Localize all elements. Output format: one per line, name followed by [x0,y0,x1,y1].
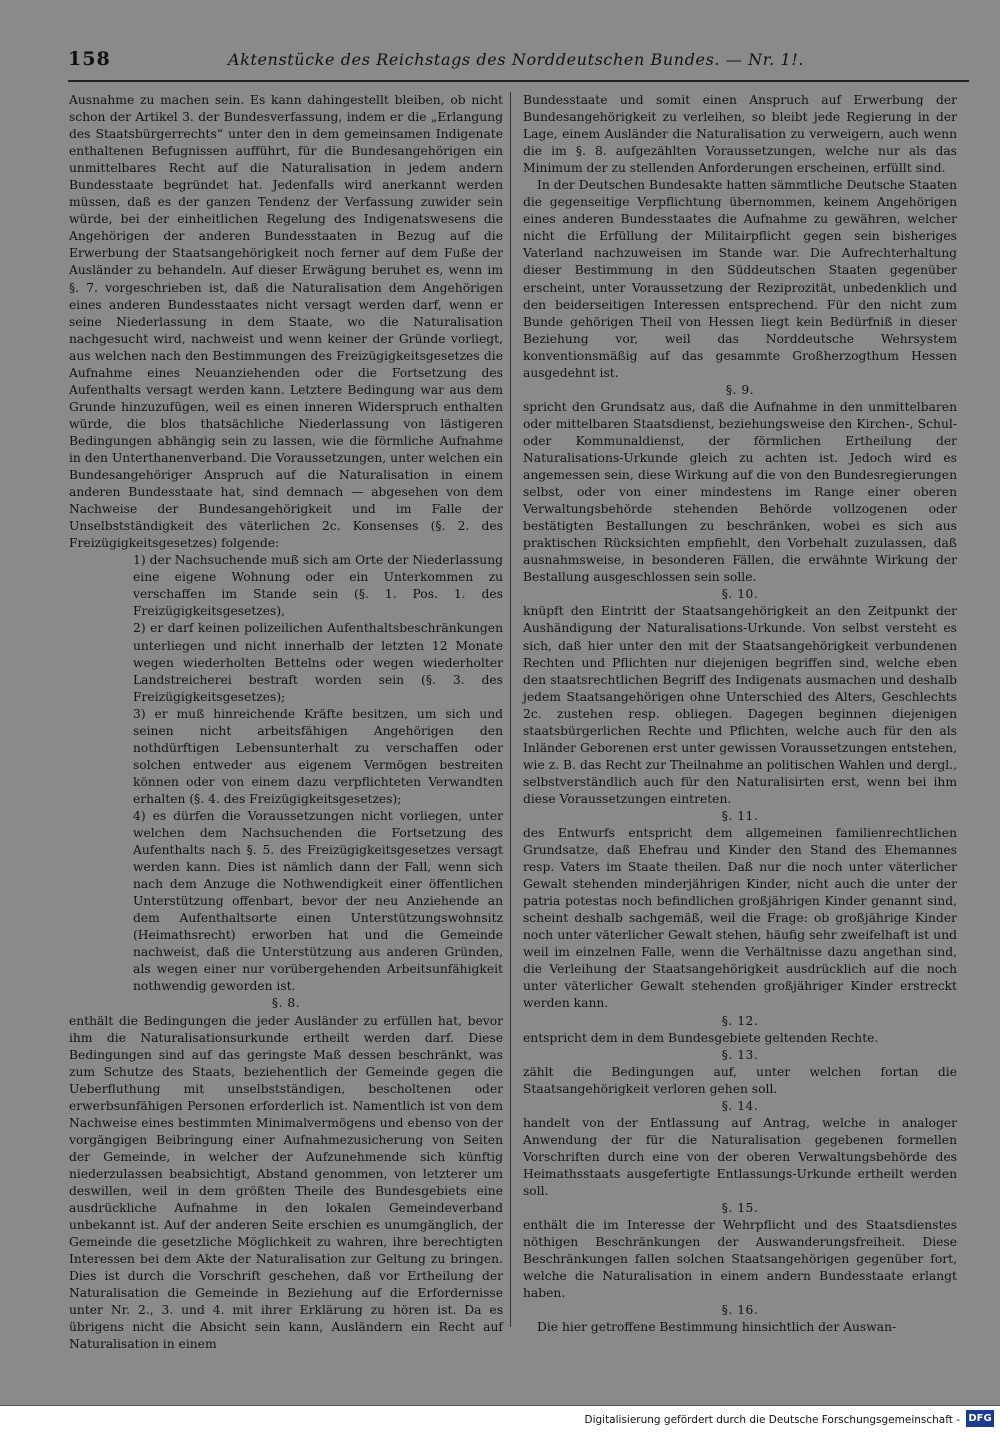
section-heading: §. 8. [271,996,301,1011]
footer-bar [0,1405,1000,1433]
right-column [523,92,957,1335]
list-item: 4) es dürfen die Voraussetzungen nicht vorliegen, unter welchen dem Nachsuchenden die Fortsetzung des Aufenthalts nach §. 5. des Freizügigkeitsgesetzes versagt werden kann. Dies ist nämlich dann der Fall, wenn sich nach dem Anzuge die Nothwendigkeit einer öffentlichen Unterstützung offenbart, bevor der neu Anziehende an dem Aufenthaltsorte einen Unterstützungswohnsitz (Heimathsrecht) erworben hat und die Gemeinde nachweist, daß die Unterstützung aus anderen Gründen, als wegen einer nur vorübergehenden Arbeitsunfähigkeit nothwendig geworden ist. [133,808,503,994]
paragraph: zählt die Bedingungen auf, unter welchen fortan die Staatsangehörigkeit verloren gehen soll. [523,1064,957,1096]
section-heading: §. 11. [721,808,759,823]
running-title: Aktenstücke des Reichstags des Norddeutschen Bundes. — Nr. 1!. [228,50,805,69]
paragraph: spricht den Grundsatz aus, daß die Aufnahme in den unmittelbaren oder mittelbaren Staatsdienst, beziehungsweise den Kirchen-, Schul- oder Kommunaldienst, der förmlichen Ertheilung der Naturalisations-Urkunde gleich zu achten ist. Jedoch wird es angemessen sein, diese Wirkung auf die von den Bundesregierungen selbst, oder von einer mindestens im Range einer oberen Verwaltungsbehörde stehenden Behörde vollzogenen oder bestätigten Bestallungen zu beschränken, wobei es sich aus praktischen Rücksichten empfiehlt, den Vorbehalt zuzulassen, daß ausnahmsweise, in besonderen Fällen, die erwähnte Wirkung der Bestallung ausgeschlossen sein solle. [523,399,957,585]
page-number: 158 [68,48,111,70]
header-rule [68,80,969,82]
dfg-logo: DFG [966,1410,994,1427]
paragraph: Bundesstaate und somit einen Anspruch auf Erwerbung der Bundesangehörigkeit zu verleihen, so bleibt jede Regierung in der Lage, einem Ausländer die Naturalisation zu verweigern, auch wenn die im §. 8. aufgezählten Voraussetzungen, welche nur als das Minimum der zu stellenden Anforderungen erscheinen, erfüllt sind. [523,93,957,176]
list-item: 3) er muß hinreichende Kräfte besitzen, um sich und seinen nicht arbeitsfähigen Angehörigen den nothdürftigen Lebensunterhalt zu verschaffen oder solchen entweder aus eigenem Vermögen bestreiten können oder von einem dazu verpflichteten Verwandten erhalten (§. 4. des Freizügigkeitsgesetzes); [133,706,503,806]
paragraph: enthält die Bedingungen die jeder Ausländer zu erfüllen hat, bevor ihm die Naturalisationsurkunde ertheilt werden darf. Diese Bedingungen sind auf das geringste Maß dessen beschränkt, was zum Schutze des Staats, beziehentlich der Gemeinde gegen die Ueberfluthung mit unselbstständigen, bescholtenen oder erwerbsunfähigen Personen erforderlich ist. Namentlich ist von dem Nachweise eines bestimmten Minimalvermögens und ebenso von der vorgängigen Beibringung einer Aufnahmezusicherung von Seiten der Gemeinde, in welcher der Aufzunehmende sich künftig niederzulassen beabsichtigt, Abstand genommen, von letzterer um deswillen, weil in dem größten Theile des Bundesgebiets eine ausdrückliche Aufnahme in den lokalen Gemeindeverband unbekannt ist. Auf der anderen Seite erschien es unumgänglich, der Gemeinde die gesetzliche Möglichkeit zu wahren, ihre berechtigten Interessen bei dem Akte der Naturalisation zur Geltung zu bringen. Dies ist durch die Vorschrift geschehen, daß vor Ertheilung der Naturalisation die Gemeinde in Beziehung auf die Erfordernisse unter Nr. 2., 3. und 4. mit ihrer Erklärung zu hören ist. Da es übrigens nicht die Absicht sein kann, Ausländern ein Recht auf Naturalisation in einem [69,1013,503,1352]
paragraph: enthält die im Interesse der Wehrpflicht und des Staatsdienstes nöthigen Beschränkungen der Auswanderungsfreiheit. Diese Beschränkungen fallen solchen Staatsangehörigen gegenüber fort, welche die Naturalisation in einem andern Bundesstaate erlangt haben. [523,1218,957,1301]
paragraph: des Entwurfs entspricht dem allgemeinen familienrechtlichen Grundsatze, daß Ehefrau und Kinder den Stand des Ehemannes resp. Vaters im Staate theilen. Daß nur die noch unter väterlicher Gewalt stehenden minderjährigen Kinder, nicht auch die unter der patria potestas noch befindlichen großjährigen Kinder genannt sind, scheint deshalb sachgemäß, weil die Frage: ob großjährige Kinder noch unter väterlicher Gewalt stehen, häufig sehr zweifelhaft ist und weil im einzelnen Falle, wenn die Verhältnisse dazu angethan sind, die Verleihung der Staatsangehörigkeit ausdrücklich auf die noch unter väterlicher Gewalt stehenden großjähriger Kinder erstreckt werden kann. [523,826,957,1011]
section-heading: §. 13. [721,1047,759,1062]
paragraph: knüpft den Eintritt der Staatsangehörigkeit an den Zeitpunkt der Aushändigung der Naturalisations-Urkunde. Von selbst versteht es sich, daß hier unter den mit der Staatsangehörigkeit verbundenen Rechten und Pflichten nur diejenigen begriffen sind, welche eben den staatsrechtlichen Begriff des Indigenats ausmachen und deshalb jedem Staatsangehörigen ohne Unterschied des Alters, Geschlechts 2c. zustehen resp. obliegen. Dagegen beginnen diejenigen staatsbürgerlichen Rechte und Pflichten, welche auch für den als Inländer Geborenen erst unter gewissen Voraussetzungen entstehen, wie z. B. das Recht zur Theilnahme an politischen Wahlen und dergl., selbstverständlich auch für den Naturalisirten erst, wenn bei ihm diese Voraussetzungen eintreten. [523,604,957,806]
section-heading: §. 15. [721,1201,759,1216]
section-heading: §. 12. [721,1013,759,1028]
funding-credit: Digitalisierung gefördert durch die Deutsche Forschungsgemeinschaft - [584,1414,960,1426]
list-item: 1) der Nachsuchende muß sich am Orte der Niederlassung eine eigene Wohnung oder ein Unterkommen zu verschaffen im Stande sein (§. 1. Pos. 1. des Freizügigkeitsgesetzes), [133,553,503,619]
paragraph: handelt von der Entlassung auf Antrag, welche in analoger Anwendung der für die Naturalisation gegebenen formellen Vorschriften durch eine von der oberen Verwaltungsbehörde des Heimathsstaats ausgefertigte Entlassungs-Urkunde ertheilt werden soll. [523,1115,957,1198]
section-heading: §. 10. [721,587,759,602]
left-column [69,92,503,1352]
paragraph: Ausnahme zu machen sein. Es kann dahingestellt bleiben, ob nicht schon der Artikel 3. der Bundesverfassung, indem er die „Erlangung des Staatsbürgerrechts“ unter den in dem gemeinsamen Indigenate enthaltenen Befugnissen aufführt, für die Bundesangehörigen ein unmittelbares Recht auf die Naturalisation in jedem andern Bundesstaate begründet hat. Jedenfalls wird anerkannt werden müssen, daß es der ganzen Tendenz der Verfassung zuwider sein würde, bei der einheitlichen Regelung des Indigenatswesens die Angehörigen der anderen Bundesstaaten in Bezug auf die Erwerbung der Staatsangehörigkeit noch ferner auf dem Fuße der Ausländer zu behandeln. Auf dieser Erwägung beruhet es, wenn im §. 7. vorgeschrieben ist, daß die Naturalisation dem Angehörigen eines anderen Bundesstaates nicht versagt werden darf, wenn er seine Niederlassung in dem Staate, wo die Naturalisation nachgesucht wird, nachweist und wenn keiner der Gründe vorliegt, aus welchen nach den Bestimmungen des Freizügigkeitsgesetzes die Aufnahme eines Neuanziehenden oder die Fortsetzung des Aufenthalts versagt werden kann. Letztere Bedingung war aus dem Grunde hinzuzufügen, weil es einen inneren Widerspruch enthalten würde, die blos thatsächliche Niederlassung von lästigeren Bedingungen abhängig sein zu lassen, wie die förmliche Aufnahme in den Unterthanenverband. Die Voraussetzungen, unter welchen ein Bundesangehöriger Anspruch auf die Naturalisation in einem anderen Bundesstaate hat, sind demnach — abgesehen von dem Nachweise der Bundesangehörigkeit und im Falle der Unselbstständigkeit des väterlichen 2c. Konsenses (§. 2. des Freizügigkeitsgesetzes) folgende: [69,93,503,551]
paragraph: In der Deutschen Bundesakte hatten sämmtliche Deutsche Staaten die gegenseitige Verpflichtung übernommen, keinem Angehörigen eines anderen Bundesstaates die Aufnahme zu gewähren, welcher nicht die Erfüllung der Militairpflicht gegen sein bisheriges Vaterland nachzuweisen im Stande war. Die Aufrechterhaltung dieser Bestimmung in den Süddeutschen Staaten gegenüber erscheint, unter Voraussetzung der Reziprozität, unbedenklich und den beiderseitigen Interessen entsprechend. Für den nicht zum Bunde gehörigen Theil von Hessen liegt kein Bedürfniß in dieser Beziehung vor, weil das Norddeutsche Wehrsystem konventionsmäßig auf das gesammte Großherzogthum Hessen ausgedehnt ist. [523,178,957,380]
section-heading: §. 9. [725,382,755,397]
paragraph: Die hier getroffene Bestimmung hinsichtlich der Auswan- [537,1320,897,1335]
list-item: 2) er darf keinen polizeilichen Aufenthaltsbeschränkungen unterliegen und nicht innerhalb der letzten 12 Monate wegen wiederholten Bettelns oder wegen wiederholter Landstreicherei bestraft worden sein (§. 3. des Freizügigkeitsgesetzes); [133,621,503,704]
page-header [68,48,968,78]
column-divider [510,92,511,1327]
paragraph: entspricht dem in dem Bundesgebiete geltenden Rechte. [523,1030,879,1045]
section-heading: §. 16. [721,1303,759,1318]
section-heading: §. 14. [721,1098,759,1113]
